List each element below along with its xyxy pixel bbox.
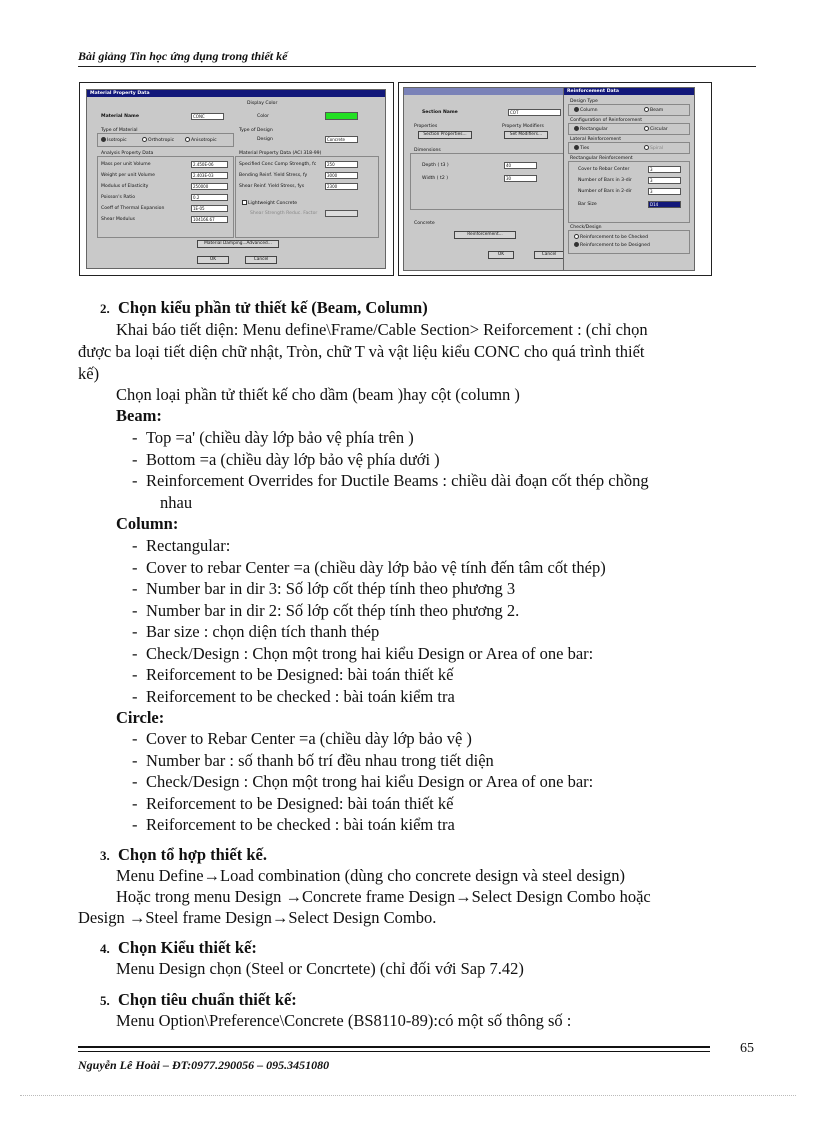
bar-size-label: Bar Size	[578, 202, 597, 207]
list-item-text: Reiforcement to be checked : bài toán kiểm tra	[146, 815, 455, 834]
rectangular-label: Rectangular	[580, 127, 608, 132]
bullet-dash: -	[132, 772, 138, 791]
list-item-text: Bar size : chọn diện tích thanh thép	[146, 622, 380, 641]
bar-size-select[interactable]: D14	[648, 201, 681, 208]
field-input[interactable]: 2.450E-06	[191, 161, 228, 168]
lightweight-label: Lightweight Concrete	[248, 201, 298, 206]
list-item-text: Cover to rebar Center =a (chiều dày lớp bảo vệ tính đến tâm cốt thép)	[146, 557, 606, 577]
footer-author: Nguyễn Lê Hoài – ĐT:0977.290056 – 095.3451080	[78, 1058, 330, 1072]
dialog-title: Material Property Data	[87, 90, 385, 97]
ties-radio[interactable]	[574, 145, 589, 151]
depth-input[interactable]: 40	[504, 162, 537, 169]
field-input[interactable]: 3000	[325, 172, 358, 179]
section-title: Chọn kiểu phần tử thiết kế (Beam, Column)	[118, 298, 428, 317]
field-label: Specified Conc Comp Strength, fc	[239, 162, 317, 167]
field-input[interactable]: 250000	[191, 183, 228, 190]
ok-button[interactable]: OK	[488, 251, 514, 259]
reinforcement-data-dialog	[563, 87, 695, 271]
paragraph-line: Menu Option\Preference\Concrete (BS8110-89):có một số thông số :	[116, 1011, 572, 1030]
field-input[interactable]: 3	[648, 188, 681, 195]
list-item	[132, 772, 593, 792]
section-properties-button[interactable]: Section Properties...	[418, 131, 472, 139]
design-select[interactable]: Concrete	[325, 136, 358, 143]
radio-icon	[644, 126, 649, 131]
footer-rule-thin	[78, 1051, 710, 1052]
lightweight-checkbox[interactable]	[242, 200, 297, 206]
list-item	[132, 536, 230, 556]
bullet-dash: -	[132, 643, 138, 663]
design-type-label: Design Type	[570, 99, 598, 104]
column-heading: Column:	[116, 514, 179, 533]
section-name-input[interactable]: COT	[508, 109, 561, 116]
list-item-text: Top =a' (chiều dày lớp bảo vệ phía trên )	[146, 428, 414, 447]
bullet-dash: -	[132, 665, 138, 684]
design-header: Material Property Data (ACI 318-99)	[239, 151, 322, 156]
reinforcement-screenshot-frame	[398, 82, 712, 276]
paragraph-line: Hoặc trong menu Design →Concrete frame Design→Select Design Combo hoặc	[116, 887, 651, 906]
radio-icon	[644, 107, 649, 112]
list-item	[132, 450, 440, 470]
beam-label: Beam	[650, 108, 664, 113]
reinforcement-button[interactable]: Reinforcement...	[454, 231, 516, 239]
radio-icon	[574, 145, 579, 150]
display-color-label: Display Color	[247, 101, 278, 106]
field-label: Bending Reinf. Yield Stress, fy	[239, 173, 308, 178]
radio-icon	[574, 234, 579, 239]
shear-reduction-label: Shear Strength Reduc. Factor	[250, 211, 318, 216]
material-name-label: Material Name	[101, 114, 139, 119]
bullet-dash: -	[132, 471, 138, 490]
list-item-text: Rectangular:	[146, 536, 231, 555]
spiral-radio[interactable]	[644, 145, 663, 151]
section-number: 2.	[100, 301, 110, 316]
page-bottom-border	[20, 1095, 796, 1096]
config-label: Configuration of Reinforcement	[570, 118, 643, 123]
lateral-label: Lateral Reinforcement	[570, 137, 622, 142]
field-input[interactable]: 2.403E-03	[191, 172, 228, 179]
field-label: Mass per unit Volume	[101, 162, 151, 167]
section-5-heading	[100, 990, 297, 1011]
width-input[interactable]: 30	[504, 175, 537, 182]
bullet-dash: -	[132, 449, 138, 469]
bullet-dash: -	[132, 579, 138, 598]
radio-icon	[574, 126, 579, 131]
bullet-dash: -	[132, 557, 138, 577]
checked-radio[interactable]	[574, 234, 648, 240]
field-label: Modulus of Elasticity	[101, 184, 149, 189]
field-label: Number of Bars in 2-dir	[578, 189, 632, 194]
list-item-text: Cover to Rebar Center =a (chiều dày lớp bảo vệ )	[146, 729, 472, 748]
width-label: Width ( t2 )	[422, 176, 449, 181]
section-dialog	[403, 87, 575, 271]
paragraph-line: Design →Steel frame Design→Select Design Combo.	[78, 908, 437, 927]
paragraph-line: Khai báo tiết diện: Menu define\Frame/Cable Section> Reiforcement : (chỉ chọn	[116, 320, 648, 339]
material-damping-button[interactable]: Material Damping...Advanced...	[197, 240, 279, 248]
cancel-button[interactable]: Cancel	[534, 251, 564, 259]
anisotropic-radio[interactable]	[185, 137, 217, 143]
page-header: Bài giảng Tin học ứng dụng trong thiết kế	[78, 49, 288, 63]
list-item-text: Check/Design : Chọn một trong hai kiểu Design or Area of one bar:	[146, 772, 594, 791]
list-item-text: Reiforcement to be Designed: bài toán thiết kế	[146, 665, 454, 684]
designed-radio[interactable]	[574, 242, 650, 248]
design-group	[235, 156, 379, 238]
header-rule	[78, 66, 756, 67]
circular-radio[interactable]	[644, 126, 668, 132]
dialog-title: Reinforcement Data	[564, 88, 694, 95]
field-input[interactable]: 3	[648, 166, 681, 173]
section-3-heading	[100, 845, 267, 866]
list-item-text: Number bar in dir 3: Số lớp cốt thép tính theo phương 3	[146, 579, 516, 598]
field-label: Cover to Rebar Center	[578, 167, 630, 172]
list-item-text: Reiforcement to be checked : bài toán kiểm tra	[146, 686, 455, 706]
property-modifiers-label: Property Modifiers	[502, 124, 544, 129]
bullet-dash: -	[132, 686, 138, 706]
dimensions-group	[410, 153, 567, 210]
material-screenshot-frame	[79, 82, 394, 276]
section-number: 3.	[100, 848, 110, 863]
field-label: Number of Bars in 3-dir	[578, 178, 632, 183]
material-property-dialog	[86, 89, 386, 269]
anisotropic-label: Anisotropic	[191, 138, 217, 143]
field-label: Weight per unit Volume	[101, 173, 156, 178]
list-item	[132, 729, 472, 749]
list-item	[132, 644, 593, 664]
circle-heading: Circle:	[116, 708, 165, 727]
list-item	[132, 558, 606, 578]
section-title: Chọn tiêu chuẩn thiết kế:	[118, 990, 297, 1009]
depth-label: Depth ( t3 )	[422, 163, 449, 168]
properties-label: Properties	[414, 124, 438, 129]
list-item	[132, 579, 515, 599]
paragraph-line: kế)	[78, 364, 100, 383]
analysis-header: Analysis Property Data	[101, 151, 154, 156]
bullet-dash: -	[132, 600, 138, 620]
list-item-text: Check/Design : Chọn một trong hai kiểu Design or Area of one bar:	[146, 643, 594, 663]
checkbox-icon	[242, 200, 247, 205]
spiral-label: Spiral	[650, 146, 664, 151]
color-label: Color	[257, 114, 269, 119]
list-item	[160, 493, 192, 513]
field-input[interactable]: 104166.67	[191, 216, 228, 223]
section-dialog-titlebar	[404, 88, 574, 95]
radio-icon	[101, 137, 106, 142]
rect-reinf-label: Rectangular Reinforcement	[570, 156, 633, 161]
isotropic-radio[interactable]	[101, 137, 127, 143]
field-input[interactable]: 1E-05	[191, 205, 228, 212]
list-item	[132, 751, 494, 771]
radio-icon	[185, 137, 190, 142]
material-name-input[interactable]: CONC	[191, 113, 224, 120]
ok-button[interactable]: OK	[197, 256, 229, 264]
page-number: 65	[740, 1041, 754, 1056]
list-item-text: Reinforcement Overrides for Ductile Beams : chiều dài đoạn cốt thép chồng	[146, 471, 649, 490]
section-4-heading	[100, 938, 257, 959]
bullet-dash: -	[132, 622, 138, 641]
bullet-dash: -	[132, 793, 138, 813]
field-label: Poisson's Ratio	[101, 195, 136, 200]
designed-label: Reinforcement to be Designed	[580, 243, 650, 248]
list-item-text: Reiforcement to be Designed: bài toán thiết kế	[146, 793, 454, 813]
design-label: Design	[257, 137, 273, 142]
list-item	[132, 601, 519, 621]
paragraph-line: Chọn loại phần tử thiết kế cho dầm (beam )hay cột (column )	[116, 385, 520, 404]
column-radio[interactable]	[574, 107, 598, 113]
field-label: Shear Reinf. Yield Stress, fys	[239, 184, 305, 189]
list-item	[132, 815, 455, 835]
field-input[interactable]: 0.2	[191, 194, 228, 201]
rectangular-radio[interactable]	[574, 126, 608, 132]
section-number: 5.	[100, 993, 110, 1008]
list-item	[132, 471, 649, 491]
field-label: Coeff of Thermal Expansion	[101, 206, 165, 211]
list-item	[132, 665, 453, 685]
list-item-text: Number bar in dir 2: Số lớp cốt thép tính theo phương 2.	[146, 600, 520, 620]
set-modifiers-button[interactable]: Set Modifiers...	[504, 131, 548, 139]
list-item-text: Bottom =a (chiều dày lớp bảo vệ phía dưới )	[146, 449, 440, 469]
bullet-dash: -	[132, 729, 138, 748]
paragraph-line: Menu Define→Load combination (dùng cho concrete design và steel design)	[116, 866, 626, 885]
bullet-dash: -	[132, 536, 138, 555]
section-name-label: Section Name	[422, 110, 458, 115]
isotropic-label: Isotropic	[107, 138, 127, 143]
field-label: Shear Modulus	[101, 217, 136, 222]
radio-icon	[142, 137, 147, 142]
list-item	[132, 794, 453, 814]
orthotropic-radio[interactable]	[142, 137, 174, 143]
check-design-label: Check/Design	[570, 225, 602, 230]
bullet-dash: -	[132, 750, 138, 770]
cancel-button[interactable]: Cancel	[245, 256, 277, 264]
field-input[interactable]: 2300	[325, 183, 358, 190]
bullet-dash: -	[132, 815, 138, 834]
section-title: Chọn tổ hợp thiết kế.	[118, 845, 267, 864]
concrete-label: Concrete	[414, 221, 435, 226]
checked-label: Reinforcement to be Checked	[580, 235, 649, 240]
radio-icon	[644, 145, 649, 150]
beam-heading: Beam:	[116, 406, 162, 425]
ties-label: Ties	[580, 146, 590, 151]
paragraph-line: được ba loại tiết diện chữ nhật, Tròn, chữ T và vật liệu kiểu CONC cho quá trình thiết	[78, 342, 645, 361]
field-input[interactable]: 3	[648, 177, 681, 184]
list-item	[132, 687, 455, 707]
section-title: Chọn Kiểu thiết kế:	[118, 938, 257, 957]
dimensions-label: Dimensions	[414, 148, 441, 153]
radio-icon	[574, 242, 579, 247]
orthotropic-label: Orthotropic	[148, 138, 175, 143]
list-item	[132, 428, 414, 448]
shear-reduction-input[interactable]	[325, 210, 358, 217]
circular-label: Circular	[650, 127, 668, 132]
field-input[interactable]: 250	[325, 161, 358, 168]
beam-radio[interactable]	[644, 107, 663, 113]
type-of-design-label: Type of Design	[239, 128, 273, 133]
section-2-heading	[100, 298, 428, 319]
bullet-dash: -	[132, 428, 138, 447]
list-item-text: Number bar : số thanh bố trí đều nhau trong tiết diện	[146, 750, 494, 770]
footer-rule-thick	[78, 1046, 710, 1048]
list-item-text: nhau	[160, 492, 193, 512]
column-label: Column	[580, 108, 598, 113]
section-number: 4.	[100, 941, 110, 956]
type-of-material-label: Type of Material	[101, 128, 138, 133]
list-item	[132, 622, 379, 642]
radio-icon	[574, 107, 579, 112]
color-swatch[interactable]	[325, 112, 358, 120]
paragraph-line: Menu Design chọn (Steel or Concrtete) (chỉ đối với Sap 7.42)	[116, 959, 524, 978]
